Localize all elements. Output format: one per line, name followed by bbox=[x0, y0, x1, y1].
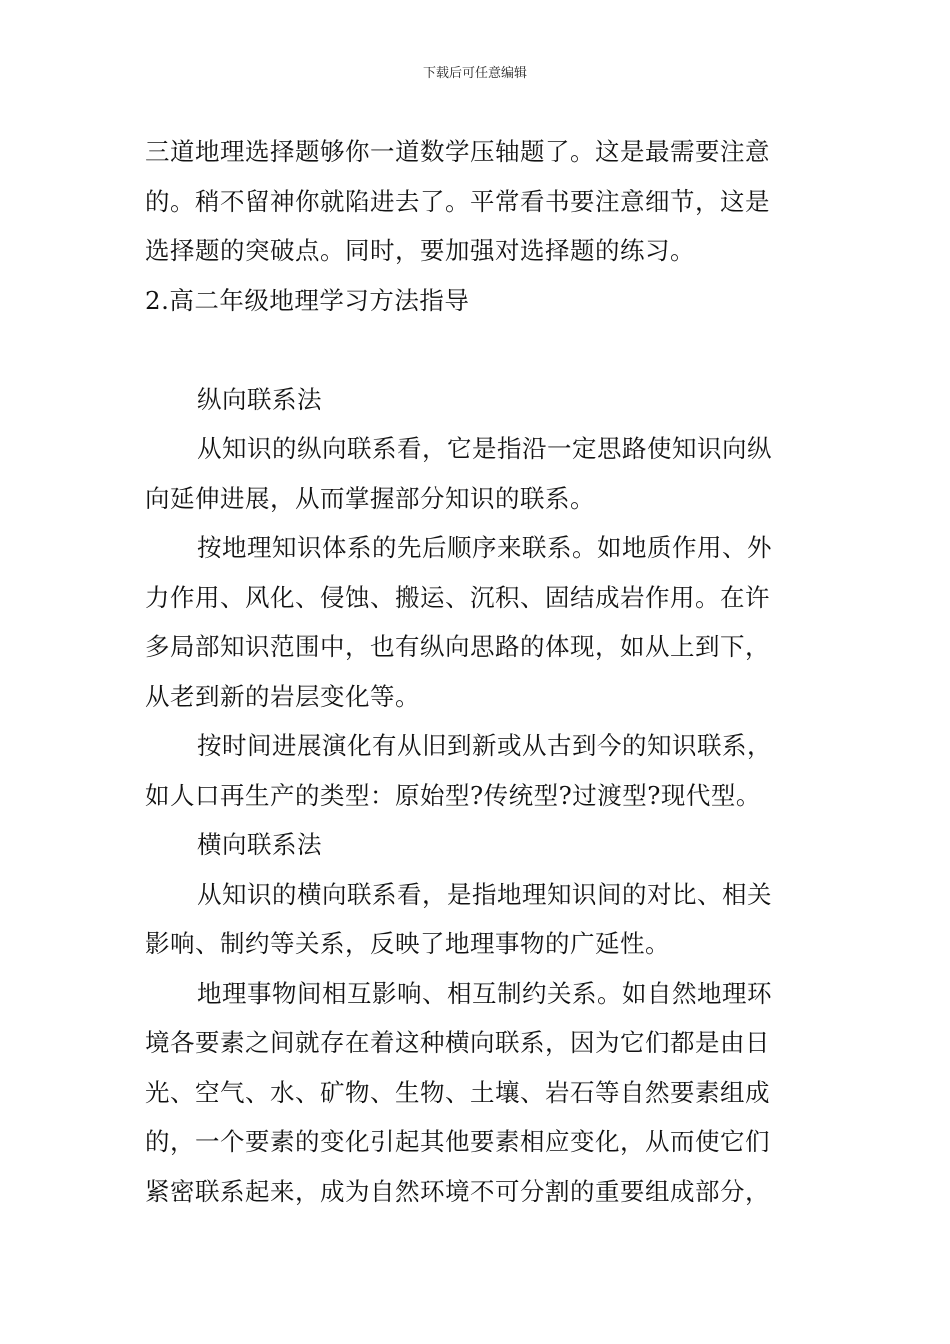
page-header: 下载后可任意编辑 bbox=[422, 66, 527, 81]
body-line: 紧密联系起来，成为自然环境不可分割的重要组成部分， bbox=[145, 1176, 770, 1206]
body-line: 影响、制约等关系，反映了地理事物的广延性。 bbox=[145, 929, 670, 958]
blank-line bbox=[145, 325, 810, 375]
body-line: 的。稍不留神你就陷进去了。平常看书要注意细节，这是 bbox=[145, 186, 770, 216]
body-line: 多局部知识范围中，也有纵向思路的体现，如从上到下， bbox=[145, 632, 770, 661]
body-line: 光、空气、水、矿物、生物、土壤、岩石等自然要素组成 bbox=[145, 1077, 770, 1107]
body-line: 选择题的突破点。同时，要加强对选择题的练习。 bbox=[145, 236, 695, 265]
paragraph-start: 按地理知识体系的先后顺序来联系。如地质作用、外 bbox=[197, 533, 772, 562]
body-line: 境各要素之间就存在着这种横向联系，因为它们都是由日 bbox=[145, 1028, 770, 1057]
paragraph-start: 地理事物间相互影响、相互制约关系。如自然地理环 bbox=[197, 978, 772, 1008]
body-line: 如人口再生产的类型：原始型?传统型?过渡型?现代型。 bbox=[145, 780, 761, 810]
body-line: 力作用、风化、侵蚀、搬运、沉积、固结成岩作用。在许 bbox=[145, 582, 770, 612]
body-line: 的，一个要素的变化引起其他要素相应变化，从而使它们 bbox=[145, 1127, 770, 1156]
paragraph-start: 从知识的横向联系看，是指地理知识间的对比、相关 bbox=[197, 879, 772, 909]
paragraph-start: 按时间进展演化有从旧到新或从古到今的知识联系， bbox=[197, 731, 772, 760]
subsection-heading: 纵向联系法 bbox=[197, 384, 322, 414]
body-line: 三道地理选择题够你一道数学压轴题了。这是最需要注意 bbox=[145, 137, 770, 166]
body-line: 向延伸进展，从而掌握部分知识的联系。 bbox=[145, 483, 595, 513]
body-line: 从老到新的岩层变化等。 bbox=[145, 681, 420, 711]
section-heading: 2.高二年级地理学习方法指导 bbox=[145, 285, 470, 315]
document-body bbox=[145, 127, 810, 1216]
paragraph-start: 从知识的纵向联系看，它是指沿一定思路使知识向纵 bbox=[197, 434, 772, 463]
subsection-heading: 横向联系法 bbox=[197, 830, 322, 859]
